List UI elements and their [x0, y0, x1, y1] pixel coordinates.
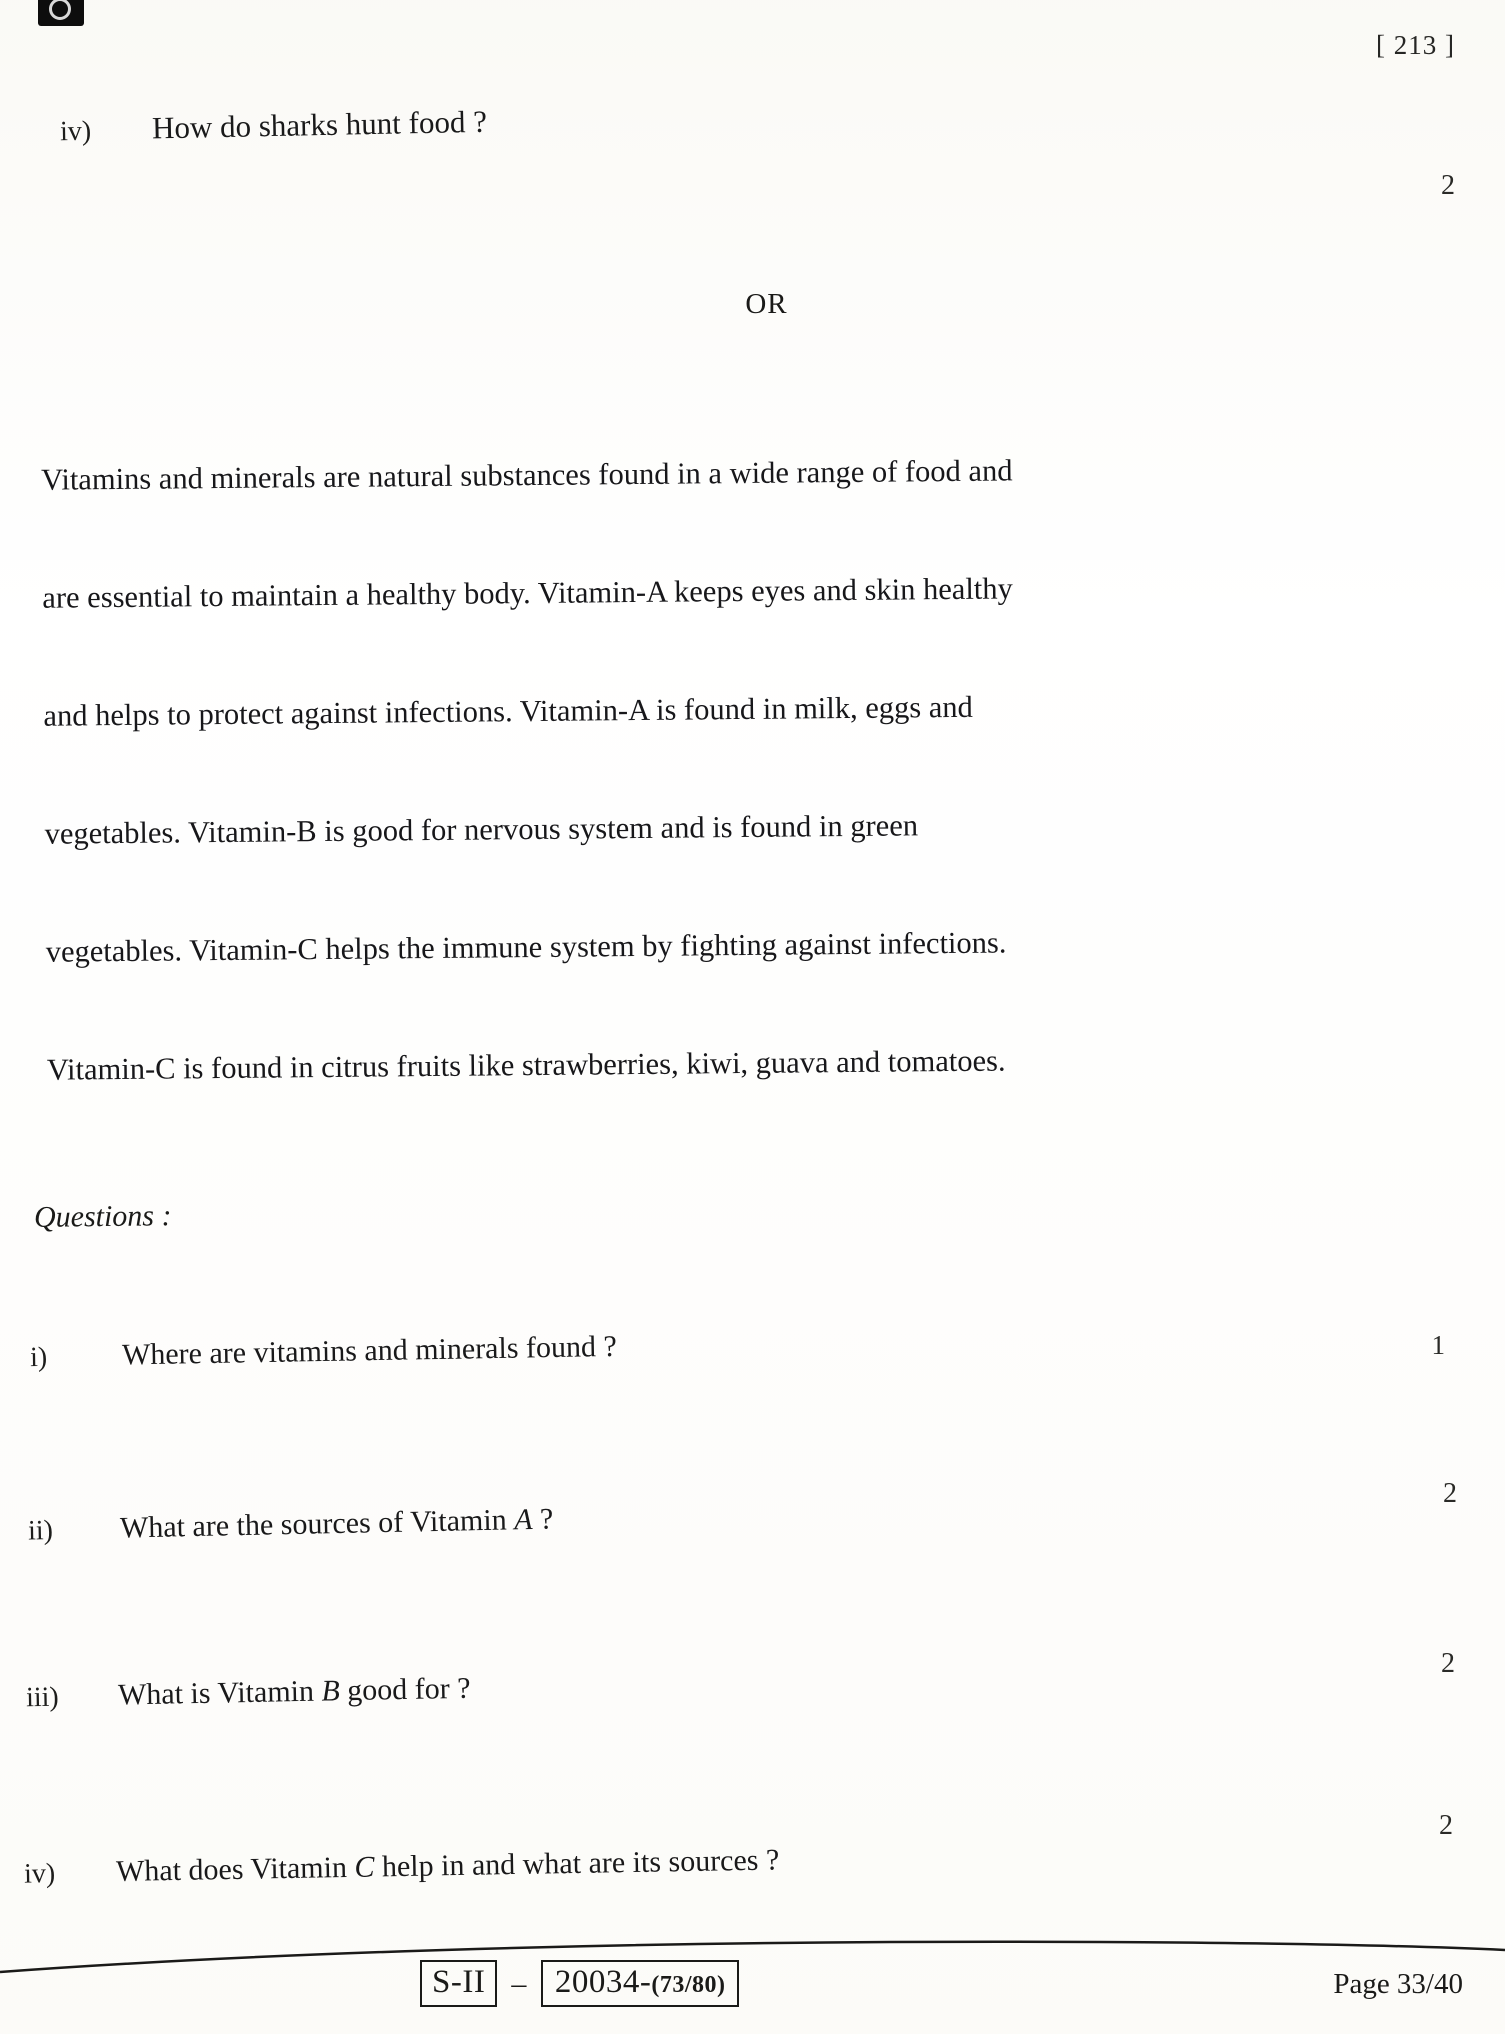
passage-line: and helps to protect against infections. Vitamin-A is found in milk, eggs and — [43, 689, 973, 733]
passage-line: vegetables. Vitamin-C helps the immune system by fighting against infections. — [45, 925, 1007, 969]
question-marks: 2 — [1441, 170, 1455, 201]
passage-line: Vitamin-C is found in citrus fruits like strawberries, kiwi, guava and tomatoes. — [46, 1043, 1006, 1087]
footer-dash: – — [511, 1966, 527, 2000]
questions-heading: Questions : — [33, 1199, 172, 1234]
question-item — [24, 1843, 780, 1890]
or-divider: OR — [745, 288, 788, 320]
scan-corner-mark-icon — [38, 0, 84, 26]
paper-code-box: S-II — [420, 1960, 497, 2007]
question-marks: 1 — [1431, 1330, 1445, 1360]
passage-line: vegetables. Vitamin-B is good for nervous system and is found in green — [44, 808, 919, 851]
question-text: What is Vitamin B good for ? — [117, 1671, 471, 1712]
passage-line: Vitamins and minerals are natural substances found in a wide range of food and — [41, 453, 1013, 497]
question-text: Where are vitamins and minerals found ? — [121, 1329, 618, 1372]
question-marks: 2 — [1439, 1810, 1453, 1841]
serial-code-box: 20034-(73/80) — [541, 1960, 740, 2007]
footer-divider — [0, 1938, 1505, 1978]
footer-paper-code — [420, 1960, 739, 2007]
question-marks: 2 — [1443, 1478, 1457, 1509]
passage-line: are essential to maintain a healthy body. Vitamin-A keeps eyes and skin healthy — [42, 571, 1013, 615]
question-item — [26, 1672, 471, 1715]
reading-passage — [41, 407, 1448, 1128]
question-label: iv) — [23, 1858, 56, 1890]
question-text: What does Vitamin C help in and what are its sources ? — [115, 1843, 780, 1888]
question-text: What are the sources of Vitamin A ? — [119, 1502, 554, 1545]
question-item — [28, 1503, 554, 1548]
question-item-top — [60, 104, 488, 149]
question-item — [30, 1330, 617, 1374]
question-label: ii) — [27, 1514, 54, 1547]
footer-page-indicator: Page 33/40 — [1333, 1968, 1463, 2000]
question-label: iv) — [59, 115, 92, 148]
question-text: How do sharks hunt food ? — [151, 103, 488, 146]
question-label: iii) — [25, 1681, 60, 1714]
question-marks: 2 — [1441, 1648, 1455, 1679]
page-label-top: [ 213 ] — [1376, 30, 1455, 60]
question-label: i) — [29, 1341, 48, 1374]
